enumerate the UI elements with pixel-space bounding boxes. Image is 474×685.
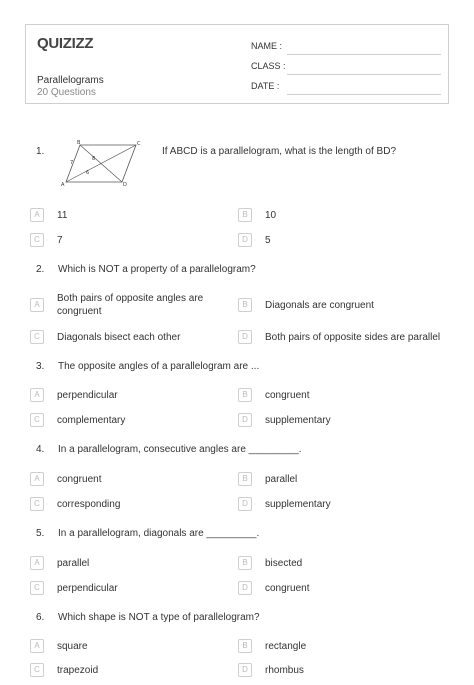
- question-number: 1.: [36, 146, 45, 157]
- option-a[interactable]: [30, 556, 230, 578]
- class-label: CLASS :: [251, 61, 286, 71]
- option-letter: C: [30, 233, 44, 247]
- option-d[interactable]: [238, 497, 438, 519]
- question-text: Which shape is NOT a type of parallelogram?: [58, 612, 260, 623]
- option-a[interactable]: [30, 639, 230, 661]
- parallelogram-diagram: [58, 140, 148, 190]
- option-d[interactable]: [238, 233, 438, 255]
- option-letter: B: [238, 556, 252, 570]
- option-c[interactable]: [30, 497, 230, 519]
- option-letter: D: [238, 581, 252, 595]
- option-text: complementary: [57, 415, 126, 426]
- option-text: rectangle: [265, 641, 307, 652]
- option-b[interactable]: [238, 472, 438, 494]
- option-b[interactable]: [238, 298, 438, 320]
- option-a[interactable]: [30, 291, 230, 321]
- option-letter: A: [30, 388, 44, 402]
- option-text: perpendicular: [57, 583, 118, 594]
- option-b[interactable]: [238, 208, 438, 230]
- option-letter: A: [30, 208, 44, 222]
- option-text: congruent: [265, 583, 310, 594]
- question-text: Which is NOT a property of a parallelogram?: [58, 264, 256, 275]
- option-b[interactable]: [238, 388, 438, 410]
- option-letter: B: [238, 298, 252, 312]
- option-d[interactable]: [238, 581, 438, 603]
- option-text: 5: [265, 235, 271, 246]
- diagram-label-c: C: [137, 141, 141, 147]
- question-count: 20 Questions: [37, 87, 96, 98]
- option-text: supplementary: [265, 499, 331, 510]
- diagram-label-7: 7: [70, 160, 74, 166]
- option-letter: A: [30, 556, 44, 570]
- option-d[interactable]: [238, 413, 438, 435]
- option-text: congruent: [265, 390, 310, 401]
- option-d[interactable]: [238, 663, 438, 685]
- diagram-label-a: A: [61, 182, 65, 188]
- option-letter: C: [30, 330, 44, 344]
- option-letter: D: [238, 413, 252, 427]
- option-letter: B: [238, 388, 252, 402]
- option-b[interactable]: [238, 639, 438, 661]
- option-text: supplementary: [265, 415, 331, 426]
- option-letter: A: [30, 639, 44, 653]
- option-text: bisected: [265, 558, 303, 569]
- question-number: 5.: [36, 528, 45, 539]
- option-letter: C: [30, 581, 44, 595]
- date-line: [287, 94, 441, 95]
- option-text: corresponding: [57, 499, 121, 510]
- option-text: rhombus: [265, 665, 304, 676]
- option-d[interactable]: [238, 330, 450, 352]
- option-a[interactable]: [30, 208, 230, 230]
- worksheet-title: Parallelograms: [37, 75, 104, 86]
- option-text: Both pairs of opposite angles are congruent: [57, 293, 204, 317]
- name-label: NAME :: [251, 41, 283, 51]
- diagram-label-b: B: [77, 140, 81, 146]
- question-number: 6.: [36, 612, 45, 623]
- option-text: perpendicular: [57, 390, 118, 401]
- question-number: 3.: [36, 361, 45, 372]
- option-c[interactable]: [30, 233, 230, 255]
- option-letter: D: [238, 233, 252, 247]
- option-text: Diagonals bisect each other: [57, 332, 181, 343]
- question-text: The opposite angles of a parallelogram are ...: [58, 361, 260, 372]
- diagram-label-8: 8: [92, 156, 96, 162]
- option-letter: D: [238, 663, 252, 677]
- option-a[interactable]: [30, 388, 230, 410]
- option-letter: D: [238, 330, 252, 344]
- option-letter: A: [30, 472, 44, 486]
- option-text: congruent: [57, 474, 102, 485]
- option-letter: C: [30, 497, 44, 511]
- name-field[interactable]: [251, 41, 441, 55]
- diagram-label-6: 6: [86, 170, 90, 176]
- name-line: [287, 54, 441, 55]
- question-text: In a parallelogram, consecutive angles are _________.: [58, 444, 302, 455]
- option-letter: B: [238, 472, 252, 486]
- option-text: Diagonals are congruent: [265, 300, 374, 311]
- diagram-label-d: D: [123, 182, 127, 188]
- option-letter: A: [30, 298, 44, 312]
- option-c[interactable]: [30, 663, 230, 685]
- option-text: 7: [57, 235, 63, 246]
- option-text: 10: [265, 210, 277, 221]
- option-b[interactable]: [238, 556, 438, 578]
- question-number: 2.: [36, 264, 45, 275]
- option-text: Both pairs of opposite sides are parallel: [265, 332, 441, 343]
- option-c[interactable]: [30, 413, 230, 435]
- worksheet-header: [25, 24, 449, 104]
- date-field[interactable]: [251, 81, 441, 95]
- question-number: 4.: [36, 444, 45, 455]
- date-label: DATE :: [251, 81, 280, 91]
- option-text: parallel: [265, 474, 298, 485]
- question-text: If ABCD is a parallelogram, what is the length of BD?: [162, 146, 397, 157]
- option-text: parallel: [57, 558, 90, 569]
- option-text: trapezoid: [57, 665, 99, 676]
- option-letter: B: [238, 208, 252, 222]
- option-text: 11: [57, 210, 68, 221]
- class-field[interactable]: [251, 61, 441, 75]
- option-c[interactable]: [30, 581, 230, 603]
- option-letter: B: [238, 639, 252, 653]
- option-text: square: [57, 641, 88, 652]
- class-line: [287, 74, 441, 75]
- question-text: In a parallelogram, diagonals are _________.: [58, 528, 260, 539]
- option-letter: C: [30, 413, 44, 427]
- option-c[interactable]: [30, 330, 230, 352]
- option-letter: D: [238, 497, 252, 511]
- quizizz-logo: QUIZIZZ: [37, 35, 94, 52]
- option-letter: C: [30, 663, 44, 677]
- option-a[interactable]: [30, 472, 230, 494]
